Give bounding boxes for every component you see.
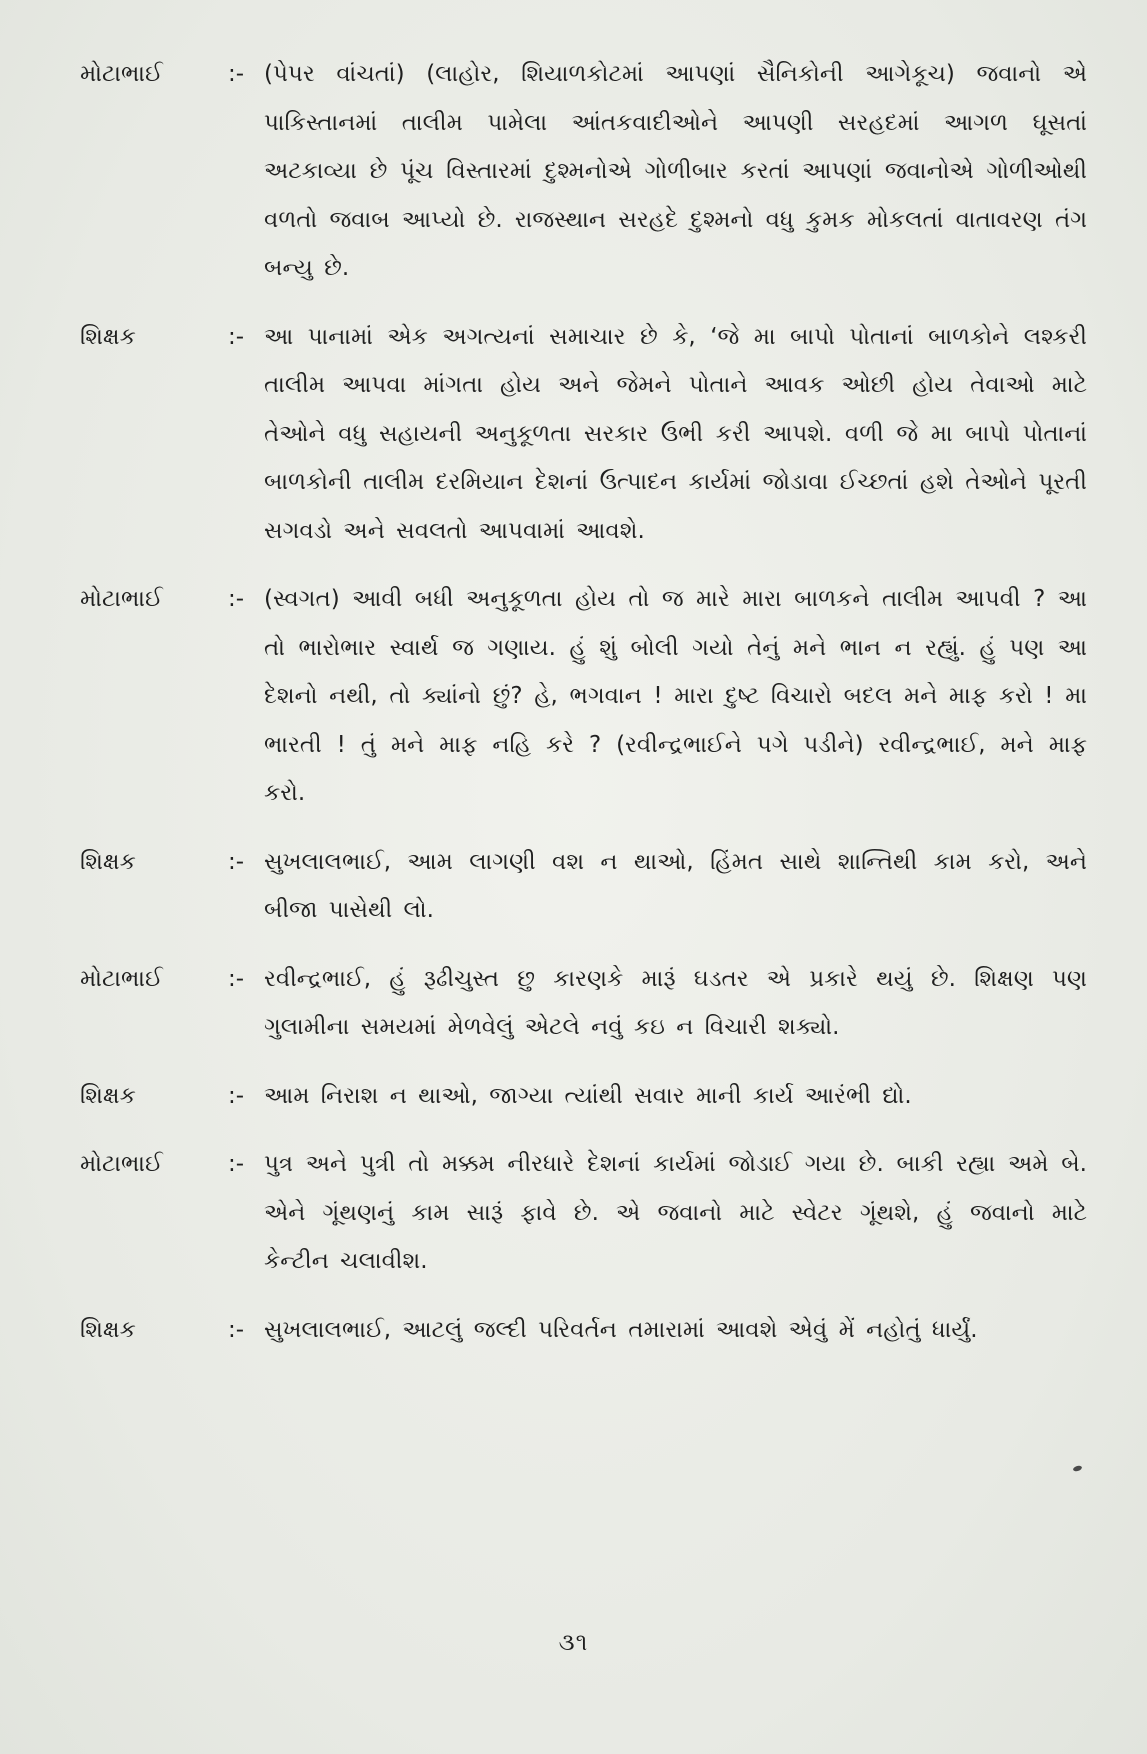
dialogue-entry: [80, 50, 1087, 293]
dialogue-entry: [80, 1072, 1087, 1121]
page-number: ૩૧: [558, 1628, 589, 1656]
speaker-name: શિક્ષક: [80, 323, 136, 350]
speaker-separator: :-: [228, 965, 245, 992]
speaker-name: મોટાભાઈ: [80, 1151, 163, 1177]
speaker-separator: :-: [228, 61, 245, 87]
dialogue-entry: [80, 955, 1087, 1052]
speaker-separator: :-: [228, 848, 245, 875]
speaker-name: મોટાભાઈ: [80, 586, 163, 612]
dialogue-entry: [80, 1140, 1087, 1286]
speaker-separator: :-: [228, 586, 245, 612]
dialogue-entry: [80, 313, 1087, 556]
dialogue-entry: [80, 1306, 1087, 1355]
dialogue-text: (પેપર વાંચતાં) (લાહોર, શિયાળકોટમાં આપણાં સૈનિકોની આગેકૂચ) જવાનો એ પાકિસ્તાનમાં તાલીમ પામેલા આંતકવાદીઓને આપણી સરહદમાં આગળ ઘૂસતાં અટકાવ્યા છે પૂંચ વિસ્તારમાં દુશ્મનોએ ગોળીબાર કરતાં આપણાં જવાનોએ ગોળીઓથી વળતો જવાબ આપ્યો છે. રાજસ્થાન સરહદે દુશ્મનો વધુ કુમક મોકલતાં વાતાવરણ તંગ બન્યુ છે.: [264, 61, 1087, 281]
dialogue-text: આમ નિરાશ ન થાઓ, જાગ્યા ત્યાંથી સવાર માની કાર્ય આરંભી દ્યો.: [264, 1082, 912, 1109]
ink-mark: [1072, 1465, 1082, 1473]
speaker-separator: :-: [228, 1082, 245, 1109]
dialogue-text: સુખલાલભાઈ, આટલું જલ્દી પરિવર્તન તમારામાં આવશે એવું મેં નહોતું ધાર્યું.: [264, 1316, 978, 1343]
speaker-name: મોટાભાઈ: [80, 965, 163, 992]
speaker-separator: :-: [228, 323, 245, 350]
speaker-separator: :-: [228, 1316, 245, 1343]
dialogue-text: આ પાનામાં એક અગત્યનાં સમાચાર છે કે, ‘જે મા બાપો પોતાનાં બાળકોને લશ્કરી તાલીમ આપવા માંગતા હોય અને જેમને પોતાને આવક ઓછી હોય તેવાઓ માટે તેઓને વધુ સહાયની અનુકૂળતા સરકાર ઉભી કરી આપશે. વળી જે મા બાપો પોતાનાં બાળકોની તાલીમ દરમિયાન દેશનાં ઉત્પાદન કાર્યમાં જોડાવા ઈચ્છતાં હશે તેઓને પૂરતી સગવડો અને સવલતો આપવામાં આવશે.: [264, 323, 1087, 544]
dialogue-text: સુખલાલભાઈ, આમ લાગણી વશ ન થાઓ, હિંમત સાથે શાન્તિથી કામ કરો, અને બીજા પાસેથી લો.: [264, 848, 1087, 923]
speaker-name: મોટાભાઈ: [80, 61, 163, 87]
dialogue-text: પુત્ર અને પુત્રી તો મક્કમ નીરધારે દેશનાં કાર્યમાં જોડાઈ ગયા છે. બાકી રહ્યા અમે બે. એને ગૂંથણનું કામ સારૂં ફાવે છે. એ જવાનો માટે સ્વેટર ગૂંથશે, હું જવાનો માટે કેન્ટીન ચલાવીશ.: [264, 1151, 1087, 1274]
dialogue: [80, 50, 1087, 1354]
speaker-name: શિક્ષક: [80, 848, 136, 875]
dialogue-entry: [80, 575, 1087, 818]
dialogue-entry: [80, 838, 1087, 935]
dialogue-text: રવીન્દ્રભાઈ, હું રૂઢીચુસ્ત છુ કારણકે મારૂં ઘડતર એ પ્રકારે થયું છે. શિક્ષણ પણ ગુલામીના સમયમાં મેળવેલું એટલે નવું કઇ ન વિચારી શક્યો.: [264, 965, 1087, 1040]
speaker-separator: :-: [228, 1151, 245, 1177]
speaker-name: શિક્ષક: [80, 1082, 136, 1109]
speaker-name: શિક્ષક: [80, 1316, 136, 1343]
dialogue-text: (સ્વગત) આવી બધી અનુકૂળતા હોય તો જ મારે મારા બાળકને તાલીમ આપવી ? આ તો ભારોભાર સ્વાર્થ જ ગણાય. હું શું બોલી ગયો તેનું મને ભાન ન રહ્યું. હું પણ આ દેશનો નથી, તો ક્યાંનો છું? હે, ભગવાન ! મારા દુષ્ટ વિચારો બદલ મને માફ કરો ! મા ભારતી ! તું મને માફ નહિ કરે ? (રવીન્દ્રભાઈને પગે પડીને) રવીન્દ્રભાઈ, મને માફ કરો.: [264, 586, 1087, 806]
